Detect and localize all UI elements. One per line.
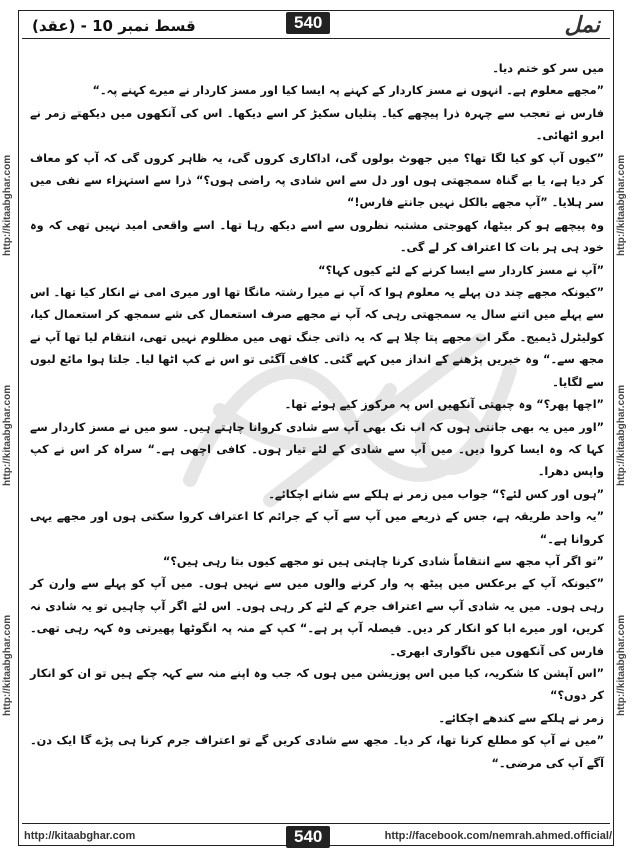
paragraph: ”کیوں آپ کو کیا لگا تھا؟ میں جھوٹ بولوں گی، اداکاری کروں گی، یہ ظاہر کروں گی کہ آپ کو معاف کر دیا ہے، یا بے گناہ سمجھتی ہوں اور دل سے اس شادی پہ راضی ہوں؟“ ذرا سے استہزاء سے نفی میں سر ہلایا۔ ”آپ مجھے بالکل نہیں جانتے فارس!“: [30, 151, 604, 210]
side-url-text: http://kitaabghar.com: [2, 614, 13, 716]
paragraph: فارس نے تعجب سے چہرہ ذرا پیچھے کیا۔ پتلیاں سکیڑ کر اسے دیکھا۔ اس کی آنکھوں میں دیکھتے زمر نے ابرو اٹھائی۔: [30, 106, 604, 143]
header-divider: [22, 38, 610, 39]
paragraph: وہ پیچھے ہو کر بیٹھا، کھوجتی مشتبہ نظروں سے اسے دیکھ رہا تھا۔ اسے واقعی امید نہیں تھی کہ وہ خود ہی ہر بات کا اعتراف کر لے گی۔: [30, 218, 604, 255]
paragraph: ”مجھے معلوم ہے۔ انہوں نے مسز کاردار کے کہنے پہ ایسا کیا اور مسز کاردار نے میرے کہنے پہ۔“: [92, 84, 604, 98]
brand-title: نمل: [564, 12, 600, 38]
episode-title: قسط نمبر 10 - (عقد): [32, 17, 196, 35]
paragraph: ”یہ واحد طریقہ ہے، جس کے ذریعے میں آپ سے آپ کے جرائم کا اعتراف کروا سکتی ہوں اور مجھے یہی کروانا ہے۔“: [30, 510, 604, 546]
paragraph: ”اور میں یہ بھی جانتی ہوں کہ اب تک بھی آپ سے شادی کروانا چاہتے ہیں۔ سو میں نے مسز کاردار سے کہا کہ وہ ایسا کروا دیں۔ میں آپ سے شادی کے لئے تیار ہوں۔ کافی اچھی ہے۔“ سراہ کر اس نے کپ واپس دھرا۔: [30, 420, 604, 479]
paragraph: ”اس آپشن کا شکریہ، کیا میں اس پوزیشن میں ہوں کہ جب وہ اپنے منہ سے کہہ چکے ہیں تو ان کو انکار کر دوں؟“: [30, 666, 604, 703]
footer-right-link[interactable]: http://facebook.com/nemrah.ahmed.official/: [384, 830, 612, 842]
paragraph: میں سر کو ختم دیا۔: [492, 62, 604, 75]
side-url-text: http://kitaabghar.com: [2, 384, 13, 486]
paragraph: ”آپ نے مسز کاردار سے ایسا کرنے کے لئے کیوں کہا؟“: [318, 263, 604, 277]
paragraph: ”کیونکہ آپ کے برعکس میں پیٹھ پہ وار کرنے والوں میں سے نہیں ہوں۔ میں آپ کو پہلے سے وارن کر رہی ہوں۔ میں یہ شادی آپ سے اعتراف جرم کے لئے کر رہی ہوں۔ اس لئے اگر آپ چاہیں تو یہ شادی نہ کریں، اور میرے ابا کو انکار کر دیں۔ فیصلہ آپ پر ہے۔“ کپ کے منہ پہ انگوٹھا پھیرتی وہ کہہ رہی تھی۔ فارس کی آنکھوں میں ناگواری ابھری۔: [30, 577, 604, 658]
story-body: [30, 58, 604, 775]
paragraph: ”کیونکہ مجھے چند دن پہلے یہ معلوم ہوا کہ آپ نے میرا رشتہ مانگا تھا اور میری امی نے انکار کیا تھا۔ اس سے پہلے میں اتنے سال یہ سمجھتی رہی کہ آپ نے مجھے صرف استعمال کی شے سمجھ کر استعمال کیا، کولیٹرل ڈیمیج۔ مگر اب مجھے پتا چلا ہے کہ یہ ذاتی جنگ تھی میں مظلوم نہیں تھی، انتقام لیا تھا آپ نے مجھ سے۔“ وہ خبریں پڑھنے کے انداز میں کہے گئی۔ کافی آگئی تو اس نے کپ اٹھا لیا۔ جلتا ہوا مائع لبوں سے لگایا۔: [30, 286, 604, 389]
footer-left-link[interactable]: http://kitaabghar.com: [24, 830, 136, 842]
side-url-text: http://kitaabghar.com: [616, 614, 627, 716]
side-url-text: http://kitaabghar.com: [616, 384, 627, 486]
side-url-text: http://kitaabghar.com: [616, 154, 627, 256]
footer-page-number: 540: [286, 826, 330, 848]
left-side-watermark: [2, 90, 18, 780]
paragraph: ”تو اگر آپ مجھ سے انتقاماً شادی کرنا چاہتی ہیں تو مجھے کیوں بتا رہی ہیں؟“: [162, 554, 604, 568]
paragraph: ”اچھا پھر؟“ وہ چبھتی آنکھیں اس پہ مرکوز کیے ہوئے تھا۔: [284, 398, 604, 412]
footer-divider: [22, 823, 610, 824]
right-side-watermark: [616, 90, 632, 780]
side-url-text: http://kitaabghar.com: [2, 154, 13, 256]
header-page-number: 540: [286, 12, 330, 34]
paragraph: ”میں نے آپ کو مطلع کرنا تھا، کر دیا۔ مجھ سے شادی کریں گے تو اعتراف جرم کرنا ہی پڑے گا ایک دن۔ آگے آپ کی مرضی۔“: [30, 734, 604, 770]
paragraph: ”ہوں اور کس لئے؟“ جواب میں زمر نے ہلکے سے شانے اچکائے۔: [268, 487, 604, 501]
paragraph: زمر نے ہلکے سے کندھے اچکائے۔: [438, 711, 604, 725]
